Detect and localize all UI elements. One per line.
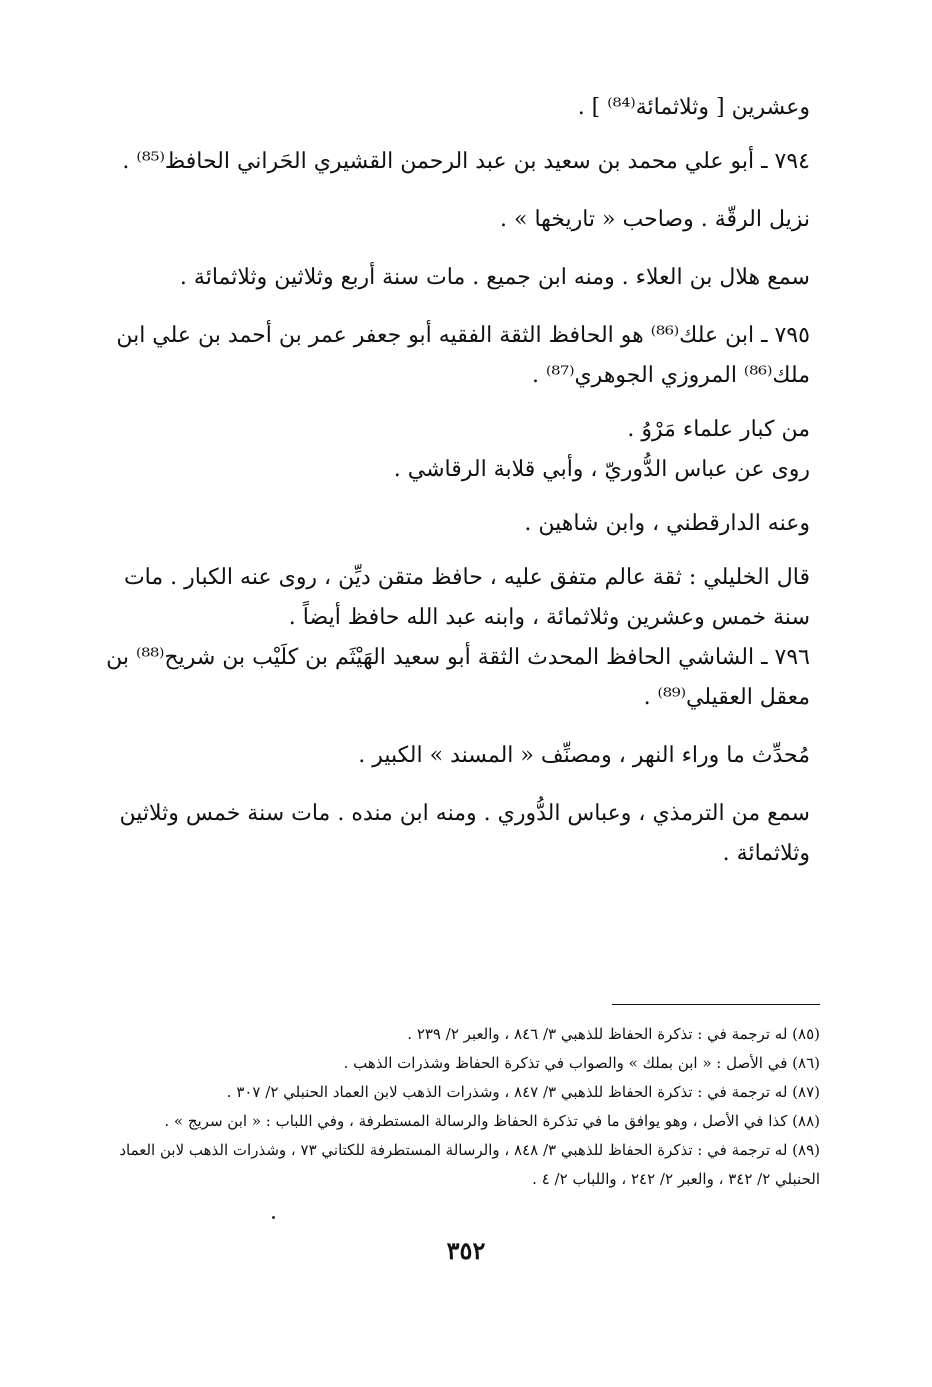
footnote-89: (٨٩) له ترجمة في : تذكرة الحفاظ للذهبي ٣/ ٨٤٨ ، والرسالة المستطرفة للكتاني ٧٣ ، وشذرات الذهب لابن العماد الحنبلي ٢/ ٣٤٢ ، والعبر ٢/ ٢٤٢ ، واللباب ٢/ ٤ . <box>119 1141 820 1188</box>
footnotes <box>98 1020 820 1194</box>
entry-794-heading: ٧٩٤ ـ أبو علي محمد بن سعيد بن عبد الرحمن القشيري الحَراني الحافظ⁽⁸⁵⁾ . <box>122 149 810 174</box>
entry-795-origin: من كبار علماء مَرْوُ . <box>627 417 810 442</box>
entry-794-death: سمع هلال بن العلاء . ومنه ابن جميع . مات سنة أربع وثلاثين وثلاثمائة . <box>179 265 810 290</box>
paragraph-continuation: وعشرين [ وثلاثمائة⁽⁸⁴⁾ ] . <box>577 95 810 120</box>
main-text <box>98 88 810 874</box>
footnote-87: (٨٧) له ترجمة في : تذكرة الحفاظ للذهبي ٣/ ٨٤٧ ، وشذرات الذهب لابن العماد الحنبلي ٢/ ٣٠٧ . <box>226 1083 820 1101</box>
footnote-86: (٨٦) في الأصل : « ابن بملك » والصواب في تذكرة الحفاظ وشذرات الذهب . <box>343 1054 820 1072</box>
footnote-85: (٨٥) له ترجمة في : تذكرة الحفاظ للذهبي ٣/ ٨٤٦ ، والعبر ٢/ ٢٣٩ . <box>407 1025 820 1043</box>
ink-speck <box>272 1216 275 1219</box>
footnote-88: (٨٨) كذا في الأصل ، وهو يوافق ما في تذكرة الحفاظ والرسالة المستطرفة ، وفي اللباب : « ابن سريج » . <box>164 1112 820 1130</box>
entry-795-heading: ٧٩٥ ـ ابن علك⁽⁸⁶⁾ هو الحافظ الثقة الفقيه أبو جعفر عمر بن أحمد بن علي ابن ملك⁽⁸⁶⁾ المروزي الجوهري⁽⁸⁷⁾ . <box>116 323 810 388</box>
entry-796-heading: ٧٩٦ ـ الشاشي الحافظ المحدث الثقة أبو سعيد الهَيْثَم بن كلَيْب بن شريح⁽⁸⁸⁾ بن معقل العقيلي⁽⁸⁹⁾ . <box>106 645 810 710</box>
entry-796-description: مُحدِّث ما وراء النهر ، ومصنِّف « المسند » الكبير . <box>358 743 810 768</box>
entry-795-narrators: وعنه الدارقطني ، وابن شاهين . <box>524 511 810 536</box>
entry-795-assessment: قال الخليلي : ثقة عالم متفق عليه ، حافظ متقن ديِّن ، روى عنه الكبار . مات سنة خمس وعشرين وثلاثمائة ، وابنه عبد الله حافظ أيضاً . <box>123 565 810 630</box>
page-number: ٣٥٢ <box>446 1236 486 1265</box>
entry-796-death: سمع من الترمذي ، وعباس الدُّوري . ومنه ابن منده . مات سنة خمس وثلاثين وثلاثمائة . <box>119 801 810 866</box>
entry-795-narrated-from: روى عن عباس الدُّوريّ ، وأبي قلابة الرقاشي . <box>393 457 810 482</box>
footnote-divider <box>612 1004 820 1005</box>
entry-794-residence: نزيل الرقّة . وصاحب « تاريخها » . <box>500 207 810 232</box>
